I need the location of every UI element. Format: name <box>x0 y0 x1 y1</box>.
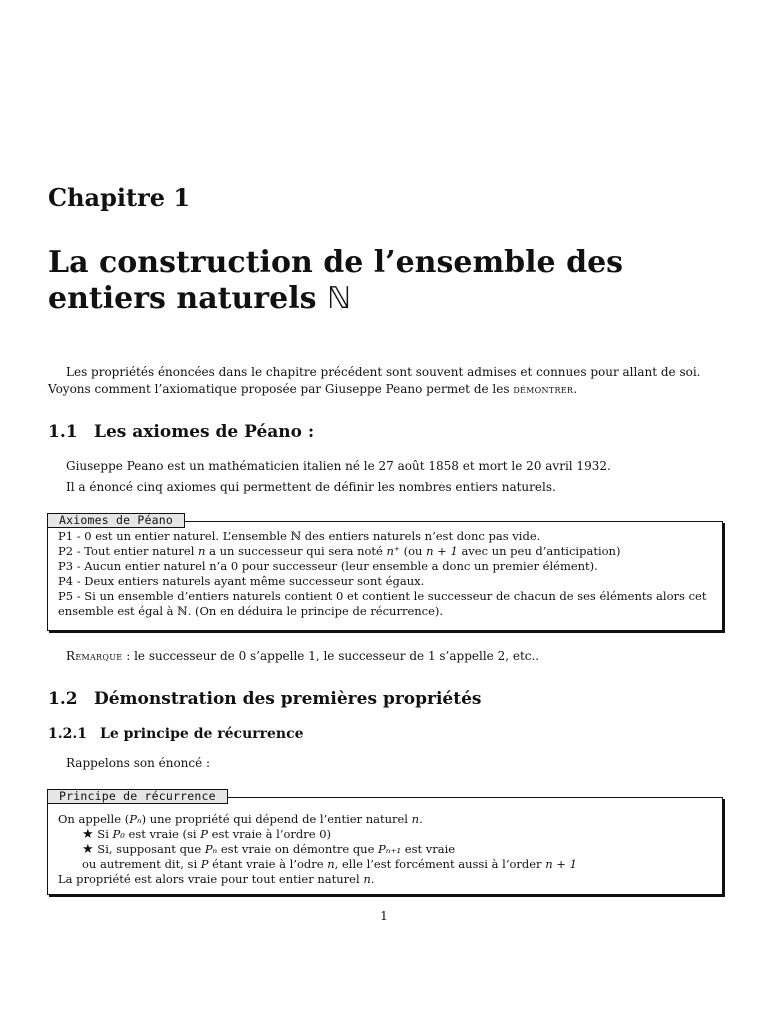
remark-text: : le successeur de 0 s’appelle 1, le successeur de 1 s’appelle 2, etc.. <box>122 649 540 663</box>
section-number: 1.2 <box>48 689 78 709</box>
section-title: Démonstration des premières propriétés <box>94 689 482 709</box>
naturals-symbol: ℕ <box>326 281 351 316</box>
recurrence-line-3 <box>58 842 712 857</box>
chapter-title-text: La construction de l’ensemble des entiers naturels <box>48 245 624 316</box>
recurrence-text: est vraie on démontre que <box>217 842 379 856</box>
intro-emphasis: démontrer <box>513 382 574 396</box>
math-n: n <box>411 812 420 826</box>
subsection-title: Le principe de récurrence <box>100 726 304 742</box>
recurrence-text: La propriété est alors vraie pour tout entier naturel <box>58 872 364 886</box>
axioms-box <box>47 521 723 631</box>
page-number: 1 <box>380 909 388 923</box>
math-n-plus-1: n + 1 <box>426 544 458 558</box>
recurrence-text: est vraie (si <box>124 827 201 841</box>
math-pn-plus-1: Pₙ₊₁ <box>378 842 402 856</box>
math-p: P <box>200 857 209 871</box>
axiom-p4: P4 - Deux entiers naturels ayant même successeur sont égaux. <box>58 574 425 588</box>
chapter-title <box>48 245 728 317</box>
math-n-plus-1: n + 1 <box>545 857 577 871</box>
recurrence-text: . <box>370 872 375 886</box>
recurrence-box <box>47 797 723 895</box>
recurrence-text: est vraie à l’ordre 0) <box>208 827 332 841</box>
section-title: Les axiomes de Péano : <box>94 422 315 442</box>
math-n: n <box>363 872 371 886</box>
recurrence-text: , elle l’est forcément aussi à l’order <box>334 857 546 871</box>
recurrence-line-5 <box>58 872 712 887</box>
axioms-box-label: Axiomes de Péano <box>47 513 185 528</box>
axiom-p1: P1 - 0 est un entier naturel. L’ensemble ℕ des entiers naturels n’est donc pas vide. <box>58 529 541 543</box>
remark-paragraph <box>66 648 539 665</box>
recurrence-line-1 <box>58 812 712 827</box>
math-p0: P₀ <box>112 827 125 841</box>
recurrence-line-4 <box>58 857 712 872</box>
section-heading-1-2 <box>48 689 481 709</box>
axiom-p2-text: P2 - Tout entier naturel <box>58 544 199 558</box>
recurrence-text: étant vraie à l’odre <box>208 857 328 871</box>
math-pn: Pₙ <box>204 842 218 856</box>
math-n: n <box>327 857 335 871</box>
recurrence-box-label: Principe de récurrence <box>47 789 228 804</box>
recurrence-line-2 <box>58 827 712 842</box>
math-pn: Pₙ <box>129 812 142 826</box>
axiom-p2-text: a un successeur qui sera noté <box>205 544 387 558</box>
remark-label: Remarque <box>66 649 123 663</box>
recurrence-intro-paragraph: Rappelons son énoncé : <box>66 756 211 770</box>
math-n-plus: n⁺ <box>386 544 400 558</box>
recurrence-text: Si, supposant que <box>93 842 205 856</box>
recurrence-text: On appelle ( <box>58 812 130 826</box>
intro-paragraph <box>48 364 728 398</box>
subsection-number: 1.2.1 <box>48 726 87 742</box>
chapter-label: Chapitre 1 <box>48 183 191 212</box>
recurrence-text: est vraie <box>401 842 456 856</box>
axiom-p2-text: (ou <box>399 544 427 558</box>
recurrence-text: Si <box>93 827 113 841</box>
axioms-intro-paragraph: Il a énoncé cinq axiomes qui permettent de définir les nombres entiers naturels. <box>66 480 556 494</box>
axiom-p5: P5 - Si un ensemble d’entiers naturels contient 0 et contient le successeur de chacun de ses éléments alors cet ensemble est égal à ℕ. (On en déduira le principe de récurrence). <box>58 589 707 618</box>
peano-bio-paragraph: Giuseppe Peano est un mathématicien italien né le 27 août 1858 et mort le 20 avril 1932. <box>66 459 611 473</box>
recurrence-text: ) une propriété qui dépend de l’entier naturel <box>141 812 412 826</box>
recurrence-text: ou autrement dit, si <box>82 857 201 871</box>
intro-text-2: . <box>573 382 578 396</box>
math-n: n <box>198 544 206 558</box>
subsection-heading-1-2-1 <box>48 726 304 742</box>
axiom-p2-text: avec un peu d’anticipation) <box>457 544 621 558</box>
recurrence-text: . <box>419 812 423 826</box>
math-p: P <box>200 827 208 841</box>
star-icon: ★ <box>82 827 94 842</box>
star-icon: ★ <box>82 842 94 857</box>
axiom-p2 <box>58 544 712 559</box>
intro-text-1: Les propriétés énoncées dans le chapitre précédent sont souvent admises et connues pour allant de soi. Voyons comment l’axiomatique proposée par Giuseppe Peano permet de les <box>48 365 701 396</box>
section-number: 1.1 <box>48 422 78 442</box>
axiom-p3: P3 - Aucun entier naturel n’a 0 pour successeur (leur ensemble a donc un premier élément). <box>58 559 598 573</box>
section-heading-1-1 <box>48 422 314 442</box>
